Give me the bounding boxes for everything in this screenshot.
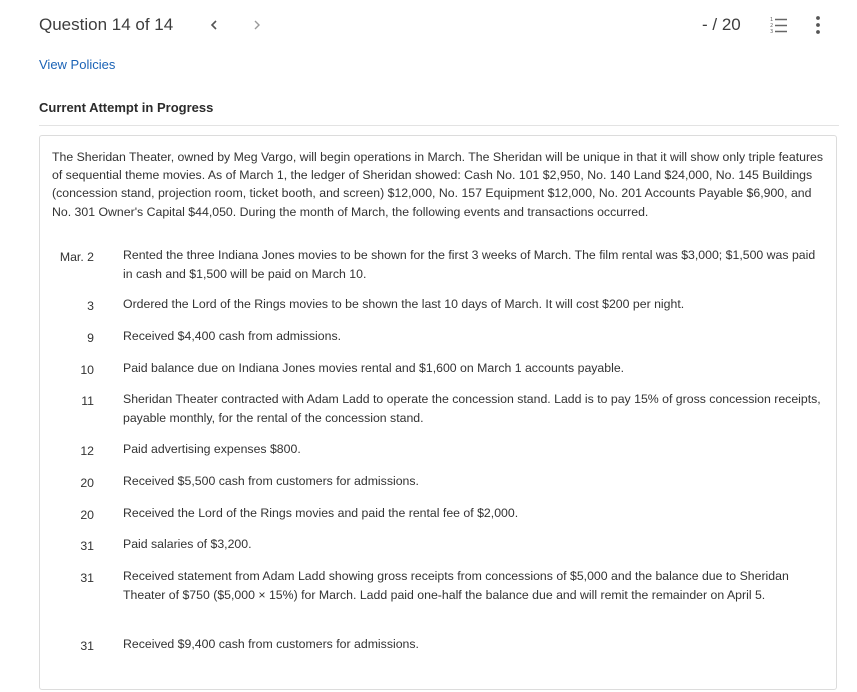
event-date: 20 [80, 476, 94, 490]
event-text: Received $4,400 cash from admissions. [123, 329, 342, 343]
event-date: 31 [80, 539, 94, 553]
event-text: Ordered the Lord of the Rings movies to be shown the last 10 days of March. It will cost $200 per night. [123, 297, 685, 311]
event-text: Received $5,500 cash from customers for admissions. [123, 474, 419, 488]
attempt-status: Current Attempt in Progress [39, 100, 214, 115]
event-text: Rented the three Indiana Jones movies to be shown for the first 3 weeks of March. The film rental was $3,000; $1,500 was paid in cash and $1,500 will be paid on March 10. [123, 248, 816, 281]
divider [39, 125, 839, 126]
chevron-right-icon[interactable] [250, 16, 264, 34]
chevron-left-icon[interactable] [207, 16, 221, 34]
question-header [0, 0, 857, 52]
event-text: Received $9,400 cash from customers for admissions. [123, 637, 419, 651]
event-date: 31 [80, 639, 94, 653]
problem-panel [39, 135, 837, 690]
event-date: 9 [87, 331, 94, 345]
view-policies-link[interactable]: View Policies [39, 57, 116, 72]
event-date: 11 [81, 394, 94, 408]
event-date: 12 [80, 444, 94, 458]
event-date: 20 [80, 508, 94, 522]
event-text: Received statement from Adam Ladd showing gross receipts from concessions of $5,000 and the balance due to Sheridan Theater of $750 ($5,000 × 15%) for March. Ladd paid one-half the balance due and will remit the remainder on April 5. [123, 569, 789, 602]
event-text: Paid salaries of $3,200. [123, 537, 252, 551]
event-date: 10 [80, 363, 94, 377]
event-text: Received the Lord of the Rings movies and paid the rental fee of $2,000. [123, 506, 519, 520]
problem-intro: The Sheridan Theater, owned by Meg Vargo, will begin operations in March. The Sheridan will be unique in that it will show only triple features of sequential theme movies. As of March 1, the ledger of Sheridan showed: Cash No. 101 $2,950, No. 140 Land $24,000, No. 145 Buildings (concession stand, projection room, ticket booth, and screen) $12,000, No. 157 Equipment $12,000, No. 201 Accounts Payable $6,900, and No. 301 Owner's Capital $44,050. During the month of March, the following events and transactions occurred. [52, 150, 824, 219]
score-display: - / 20 [702, 15, 741, 34]
svg-text:3: 3 [770, 29, 774, 35]
event-text: Paid balance due on Indiana Jones movies rental and $1,600 on March 1 accounts payable. [123, 361, 625, 375]
svg-text:1: 1 [770, 17, 774, 23]
numbered-list-icon[interactable] [770, 15, 788, 35]
question-title: Question 14 of 14 [39, 15, 174, 34]
svg-text:2: 2 [770, 23, 774, 29]
more-vertical-icon[interactable] [813, 14, 823, 36]
event-text: Sheridan Theater contracted with Adam Ladd to operate the concession stand. Ladd is to pay 15% of gross concession receipts, payable monthly, for the rental of the concession stand. [123, 392, 821, 425]
event-text: Paid advertising expenses $800. [123, 442, 301, 456]
event-date: Mar. 2 [59, 250, 94, 264]
event-date: 3 [87, 299, 94, 313]
event-date: 31 [80, 571, 94, 585]
